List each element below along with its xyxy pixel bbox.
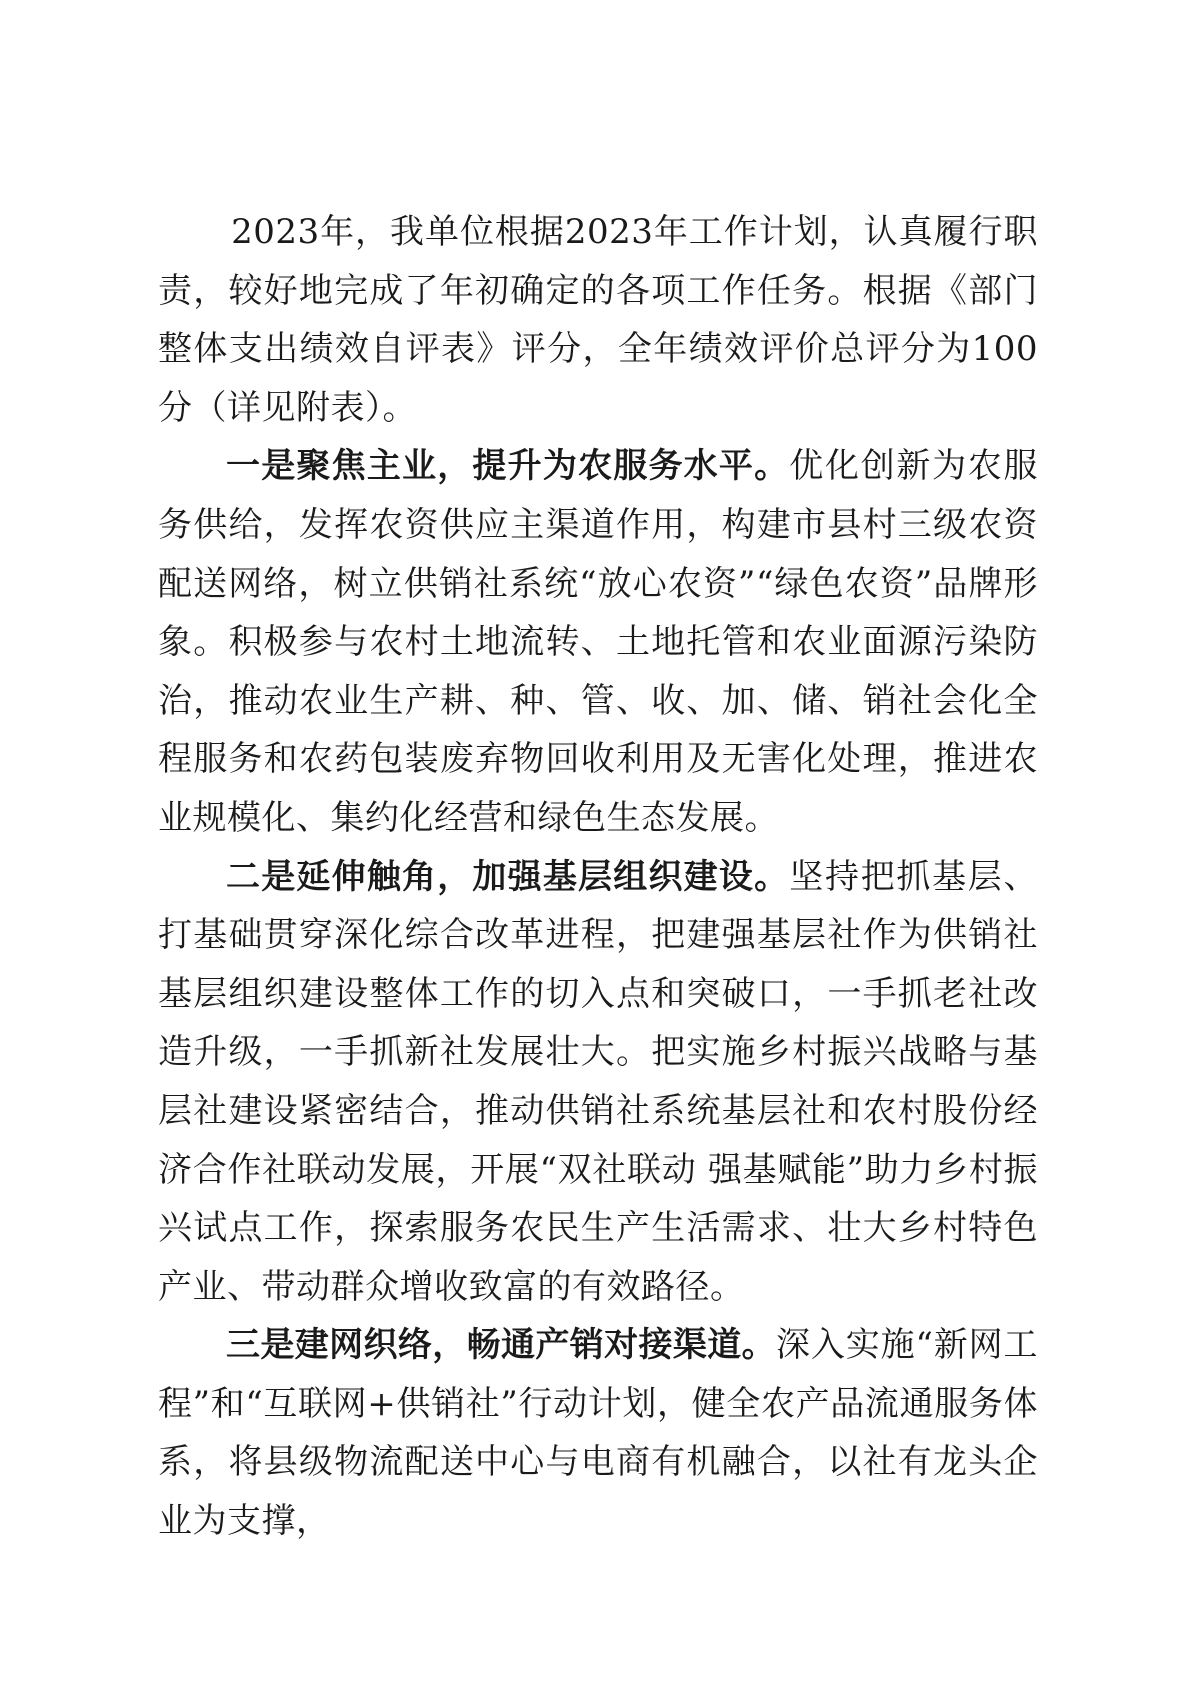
paragraph-grassroots-text: 坚持把抓基层、打基础贯穿深化综合改革进程，把建强基层社作为供销社基层组织建设整体工作的切入点和突破口，一手抓老社改造升级，一手抓新社发展壮大。把实施乡村振兴战略与基层社建设紧密结合，推动供销社系统基层社和农村股份经济合作社联动发展，开展“双社联动 强基赋能”助力乡村振兴试点工作，探索服务农民生产生活需求、壮大乡村特色产业、带动群众增收致富的有效路径。 — [158, 856, 1039, 1307]
paragraph-summary — [158, 203, 1038, 437]
paragraph-summary-text: 2023年，我单位根据2023年工作计划，认真履行职责，较好地完成了年初确定的各项工作任务。根据《部门整体支出绩效自评表》评分，全年绩效评价总评分为100分（详见附表）。 — [158, 212, 1038, 428]
paragraph-network-heading: 三是建网织络，畅通产销对接渠道。 — [226, 1325, 776, 1366]
paragraph-network-text: 深入实施“新网工程”和“互联网+供销社”行动计划，健全农产品流通服务体系，将县级物流配送中心与电商有机融合，以社有龙头企业为支撑， — [158, 1325, 1039, 1542]
paragraph-service — [158, 437, 1038, 847]
paragraph-grassroots-heading: 二是延伸触角，加强基层组织建设。 — [226, 856, 790, 897]
paragraph-grassroots — [158, 848, 1038, 1317]
paragraph-service-heading: 一是聚焦主业，提升为农服务水平。 — [226, 446, 790, 487]
paragraph-network — [158, 1316, 1038, 1550]
document-body — [158, 203, 1038, 1551]
paragraph-service-text: 优化创新为农服务供给，发挥农资供应主渠道作用，构建市县村三级农资配送网络，树立供销社系统“放心农资”“绿色农资”品牌形象。积极参与农村土地流转、土地托管和农业面源污染防治，推动农业生产耕、种、管、收、加、储、销社会化全程服务和农药包装废弃物回收利用及无害化处理，推进农业规模化、集约化经营和绿色生态发展。 — [158, 446, 1039, 838]
